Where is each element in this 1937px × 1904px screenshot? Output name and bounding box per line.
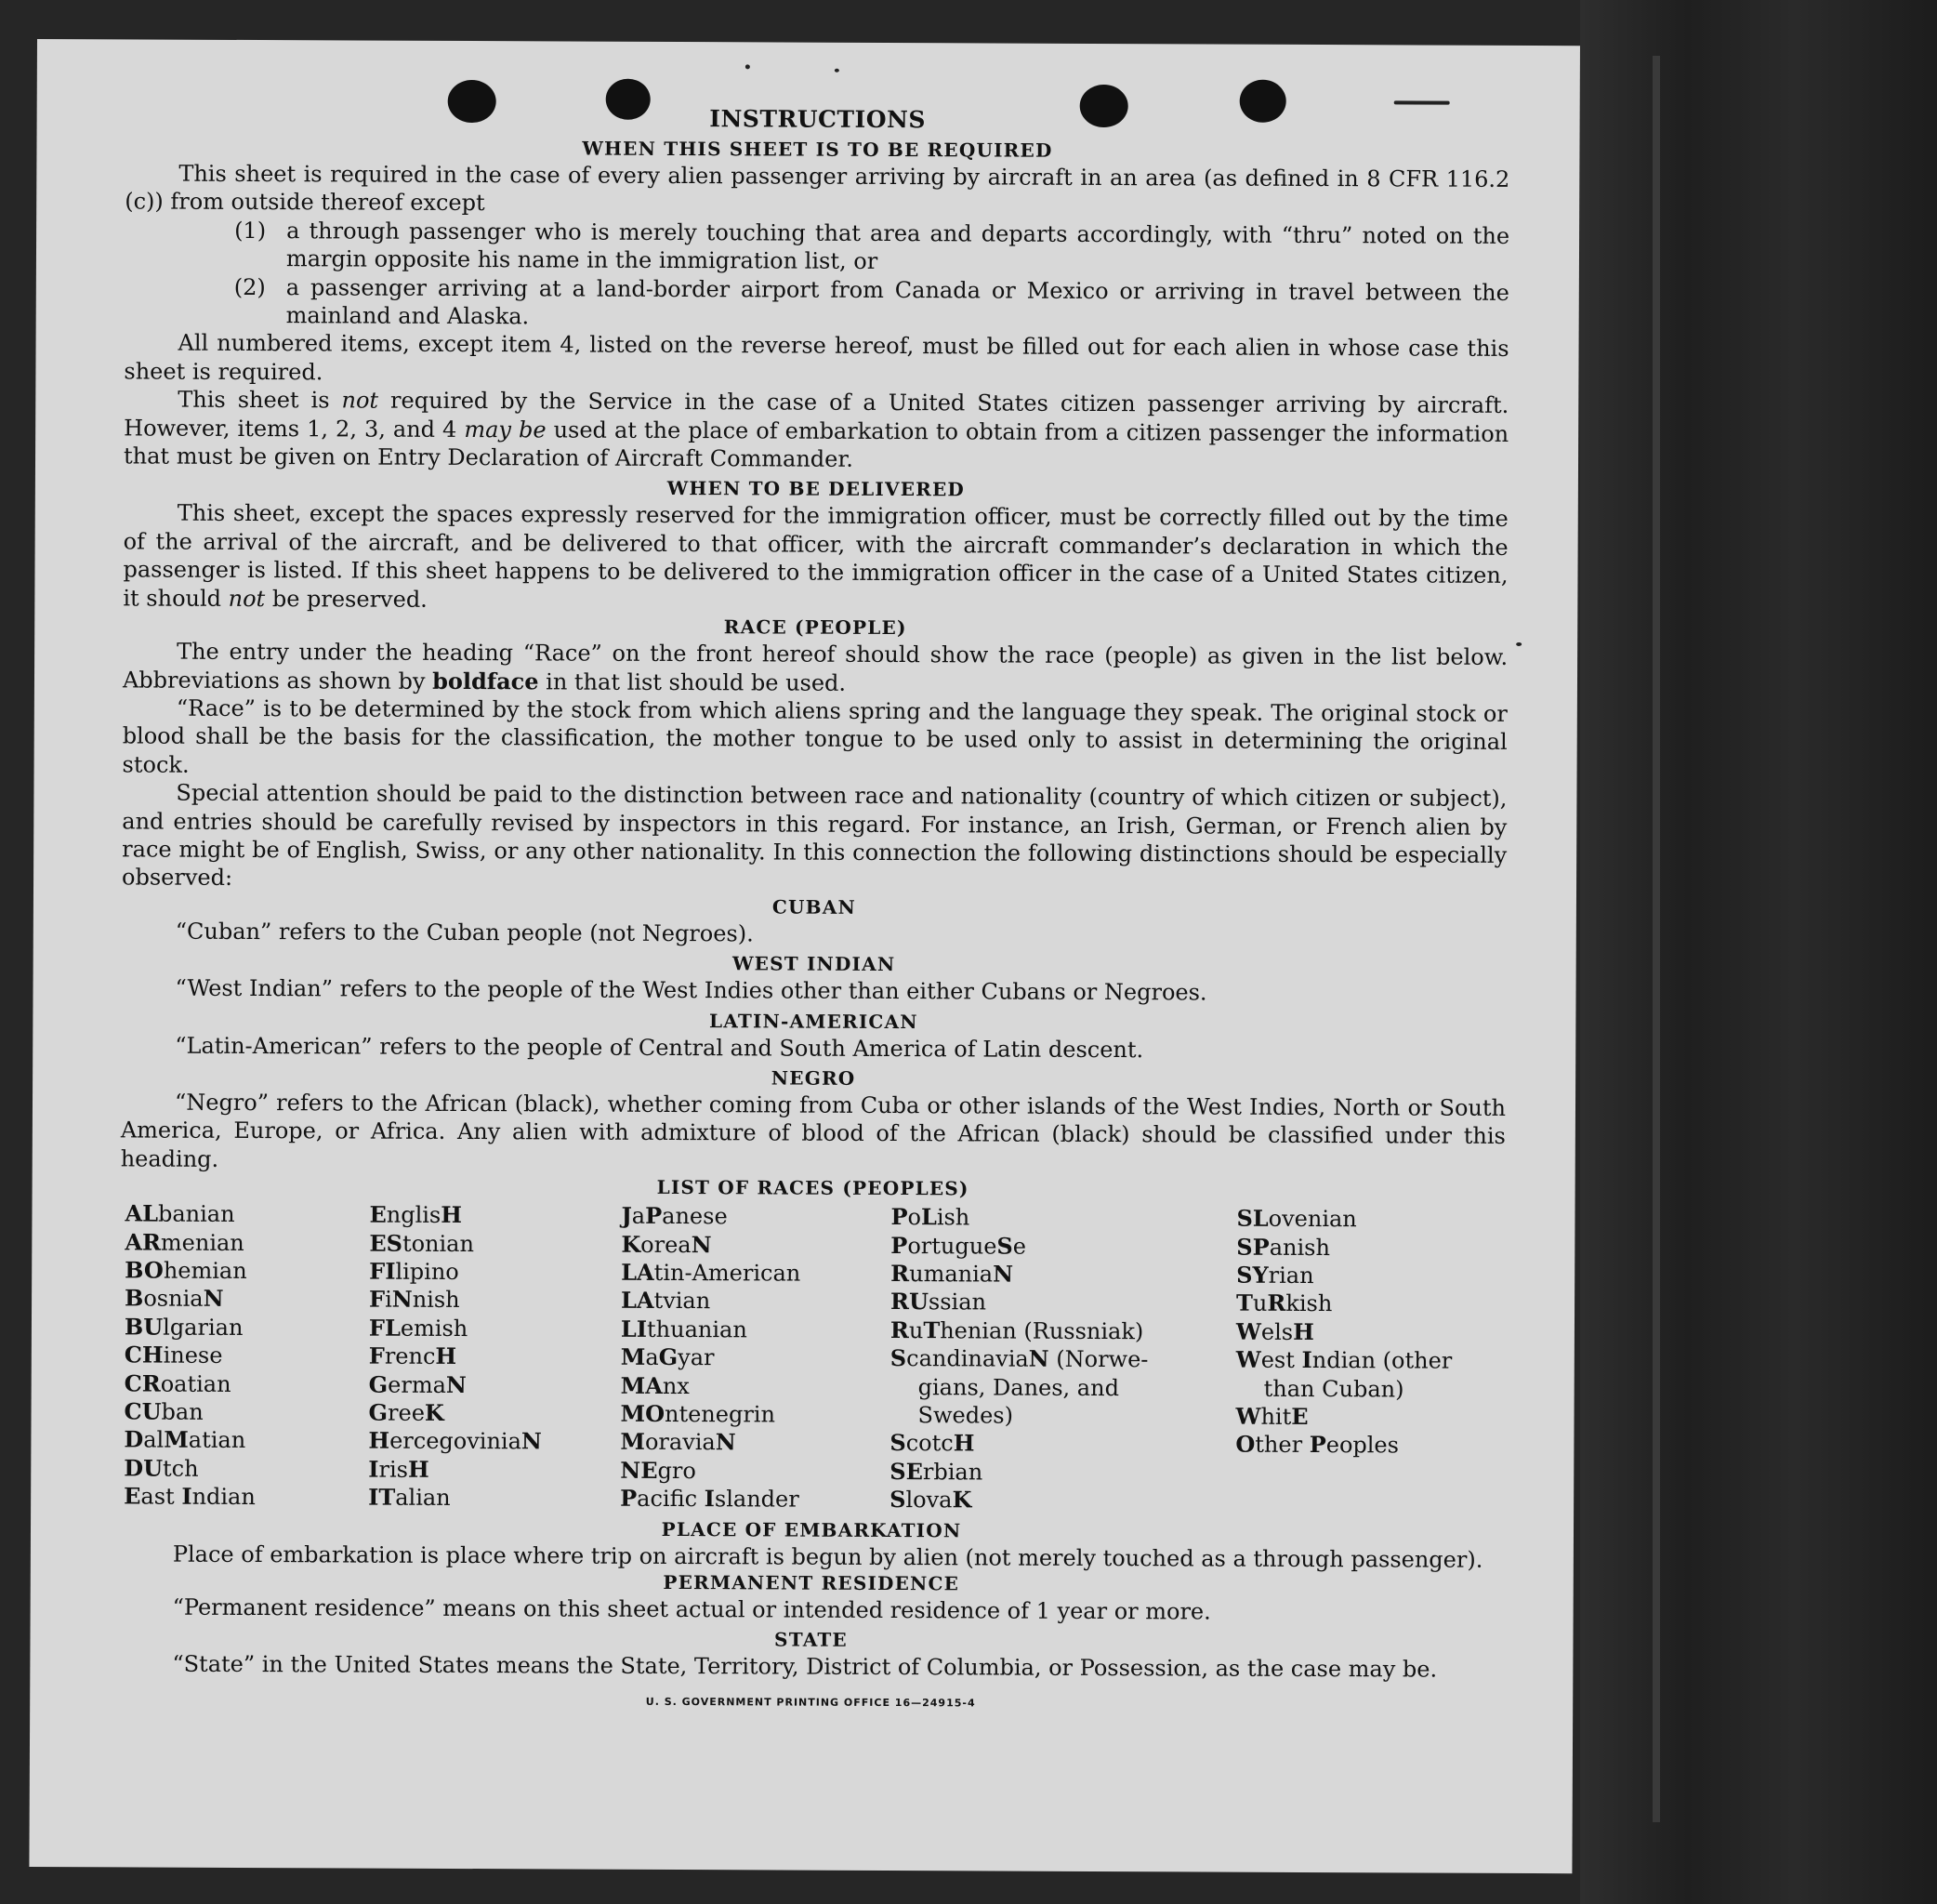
exception-item bbox=[234, 217, 1509, 279]
race-entry: NEgro bbox=[620, 1456, 696, 1484]
race-entry: LAtin-American bbox=[621, 1258, 801, 1287]
heading-residence: PERMANENT RESIDENCE bbox=[663, 1571, 960, 1595]
heading-race: RACE (PEOPLE) bbox=[723, 615, 907, 640]
races-column bbox=[124, 1200, 369, 1513]
page-title: INSTRUCTIONS bbox=[709, 105, 927, 134]
race-p3: Special attention should be paid to the distinction between race and nationality (country of which citizen or subject), and entries should be carefully revised by inspectors in this regard. For instance, an Irish, German, or French alien by race might be of English, Swiss, or any other nationality. In this connection the following distinctions should be especially observed: bbox=[122, 779, 1508, 892]
heading-embarkation: PLACE OF EMBARKATION bbox=[661, 1517, 962, 1542]
race-entry: IrisH bbox=[368, 1455, 429, 1483]
races-column bbox=[368, 1201, 621, 1514]
race-entry: SlovaK bbox=[889, 1486, 972, 1514]
race-entry-continuation: Swedes) bbox=[917, 1402, 1014, 1429]
document-page bbox=[29, 39, 1580, 1873]
race-entry: FIlipino bbox=[369, 1257, 459, 1285]
heading-negro: NEGRO bbox=[771, 1066, 856, 1090]
dark-background bbox=[1580, 0, 1937, 1904]
races-column bbox=[620, 1202, 890, 1514]
race-entry: TuRkish bbox=[1236, 1289, 1333, 1317]
race-entry: ALbanian bbox=[125, 1199, 235, 1228]
exception-text: a through passenger who is merely touching that area and departs accordingly, with “thru” noted on the margin opposite his name in the immigration list, or bbox=[285, 217, 1510, 275]
race-entry: FiNnish bbox=[369, 1285, 460, 1314]
race-entry-continuation: than Cuban) bbox=[1263, 1375, 1404, 1403]
race-entry: MOntenegrin bbox=[620, 1399, 776, 1428]
race-entry: SLovenian bbox=[1236, 1204, 1357, 1233]
race-entry: PoLish bbox=[890, 1203, 970, 1231]
race-entry: ScandinaviaN (Norwe- bbox=[889, 1344, 1149, 1373]
race-entry: CRoatian bbox=[124, 1369, 231, 1397]
exception-list bbox=[125, 216, 1510, 335]
race-entry: DalMatian bbox=[124, 1425, 246, 1454]
race-entry: RUssian bbox=[890, 1288, 987, 1316]
race-entry: FLemish bbox=[368, 1314, 468, 1342]
race-p1: The entry under the heading “Race” on the front hereof should show the race (people) as given in the list below. Abbreviations as shown by boldface in that list should be used. bbox=[122, 638, 1509, 696]
race-entry: GermaN bbox=[368, 1370, 467, 1398]
speck bbox=[745, 64, 750, 69]
race-entry: ITalian bbox=[368, 1483, 451, 1512]
heading-when-delivered: WHEN TO BE DELIVERED bbox=[666, 477, 966, 501]
speck bbox=[835, 69, 839, 73]
race-entry: FrencH bbox=[368, 1342, 457, 1370]
race-entry: DUtch bbox=[124, 1454, 199, 1482]
background-stripe bbox=[1653, 56, 1660, 1822]
race-entry: EnglisH bbox=[369, 1200, 463, 1229]
race-entry: CHinese bbox=[124, 1341, 223, 1369]
heading-when-required: WHEN THIS SHEET IS TO BE REQUIRED bbox=[582, 137, 1053, 162]
races-column bbox=[1235, 1205, 1509, 1517]
when-required-p2: All numbered items, except item 4, listed on the reverse hereof, must be filled out for each alien in whose case this sheet is required. bbox=[124, 330, 1509, 386]
race-entry: West Indian (other bbox=[1235, 1345, 1453, 1374]
race-entry: MAnx bbox=[620, 1371, 690, 1399]
race-entry: GreeK bbox=[368, 1398, 444, 1426]
race-entry: PortugueSe bbox=[890, 1231, 1027, 1260]
race-entry: SYrian bbox=[1236, 1261, 1314, 1289]
when-required-p3: This sheet is not required by the Service in the case of a United States citizen passenger arriving by aircraft. However, items 1, 2, 3, and 4 may be used at the place of embarkation to obtain from a citizen passenger the information that must be given on Entry Declaration of Aircraft Commander. bbox=[123, 386, 1509, 472]
race-entry: HercegoviniaN bbox=[368, 1427, 542, 1455]
race-entry: WhitE bbox=[1235, 1402, 1309, 1431]
heading-cuban: CUBAN bbox=[771, 895, 857, 919]
speck bbox=[1394, 100, 1450, 104]
race-entry: RumaniaN bbox=[890, 1260, 1014, 1288]
race-entry: BOhemian bbox=[125, 1256, 247, 1284]
race-entry: KoreaN bbox=[621, 1230, 712, 1258]
race-entry: SErbian bbox=[889, 1457, 983, 1486]
race-entry: East Indian bbox=[124, 1482, 256, 1511]
race-entry: MaGyar bbox=[620, 1342, 715, 1371]
race-entry: LIthuanian bbox=[620, 1315, 747, 1343]
exception-number: (2) bbox=[233, 273, 266, 300]
negro-text: “Negro” refers to the African (black), whether coming from Cuba or other islands of the West Indies, North or South America, Europe, or Africa. Any alien with admixture of blood of the African (black) should be classified under this heading. bbox=[120, 1089, 1507, 1172]
heading-list-of-races: LIST OF RACES (PEOPLES) bbox=[656, 1176, 969, 1200]
residence-text: “Permanent residence” means on this sheet actual or intended residence of 1 year or more. bbox=[172, 1593, 1211, 1625]
race-entry: Other Peoples bbox=[1235, 1431, 1400, 1459]
state-text: “State” in the United States means the State, Territory, District of Columbia, or Possession, as the case may be. bbox=[172, 1651, 1438, 1684]
when-required-intro: This sheet is required in the case of every alien passenger arriving by aircraft in an area (as defined in 8 CFR 116.2 (c)) from outside thereof except bbox=[125, 160, 1510, 217]
race-entry: ARmenian bbox=[125, 1228, 244, 1256]
embarkation-text: Place of embarkation is place where trip on aircraft is begun by alien (not merely touched as a through passenger). bbox=[172, 1540, 1483, 1573]
printing-office-note: U. S. GOVERNMENT PRINTING OFFICE 16—24915-4 bbox=[645, 1695, 976, 1710]
race-entry-continuation: gians, Danes, and bbox=[917, 1373, 1120, 1401]
race-p2: “Race” is to be determined by the stock from which aliens spring and the language they speak. The original stock or blood shall be the basis for the classification, the mother tongue to be used only to assist in determining the original stock. bbox=[122, 694, 1508, 778]
race-entry: MoraviaN bbox=[620, 1428, 736, 1456]
race-entry: Pacific Islander bbox=[620, 1485, 799, 1513]
race-entry: LAtvian bbox=[621, 1287, 711, 1315]
race-entry: ScotcH bbox=[889, 1429, 975, 1457]
race-entry: RuThenian (Russniak) bbox=[889, 1316, 1144, 1345]
exception-item bbox=[234, 273, 1509, 336]
race-entry: BUlgarian bbox=[124, 1313, 244, 1341]
latin-american-text: “Latin-American” refers to the people of Central and South America of Latin descent. bbox=[175, 1032, 1144, 1063]
races-column bbox=[889, 1203, 1236, 1515]
heading-latin-american: LATIN-AMERICAN bbox=[708, 1009, 918, 1033]
race-entry: EStonian bbox=[369, 1229, 475, 1257]
speck bbox=[1516, 642, 1522, 646]
exception-text: a passenger arriving at a land-border airport from Canada or Mexico or arriving in travel between the mainland and Alaska. bbox=[285, 273, 1509, 330]
races-list bbox=[124, 1200, 1505, 1517]
race-entry: CUban bbox=[124, 1397, 204, 1425]
heading-state: STATE bbox=[774, 1628, 848, 1652]
cuban-text: “Cuban” refers to the Cuban people (not Negroes). bbox=[175, 918, 754, 947]
race-entry: BosniaN bbox=[125, 1284, 224, 1313]
heading-west-indian: WEST INDIAN bbox=[731, 952, 896, 976]
race-entry: SPanish bbox=[1236, 1233, 1331, 1261]
west-indian-text: “West Indian” refers to the people of the West Indies other than either Cubans or Negroes. bbox=[175, 974, 1207, 1006]
race-entry: WelsH bbox=[1235, 1317, 1314, 1345]
when-delivered-text: This sheet, except the spaces expressly reserved for the immigration officer, must be correctly filled out by the time of the arrival of the aircraft, and be delivered to that officer, with the aircraft commander’s declaration in which the passenger is listed. If this sheet happens to be delivered to the immigration officer in the case of a United States citizen, it should not be preserved. bbox=[123, 500, 1509, 613]
race-entry: JaPanese bbox=[621, 1201, 728, 1230]
instructions-content bbox=[118, 102, 1510, 1720]
exception-number: (1) bbox=[234, 217, 267, 244]
